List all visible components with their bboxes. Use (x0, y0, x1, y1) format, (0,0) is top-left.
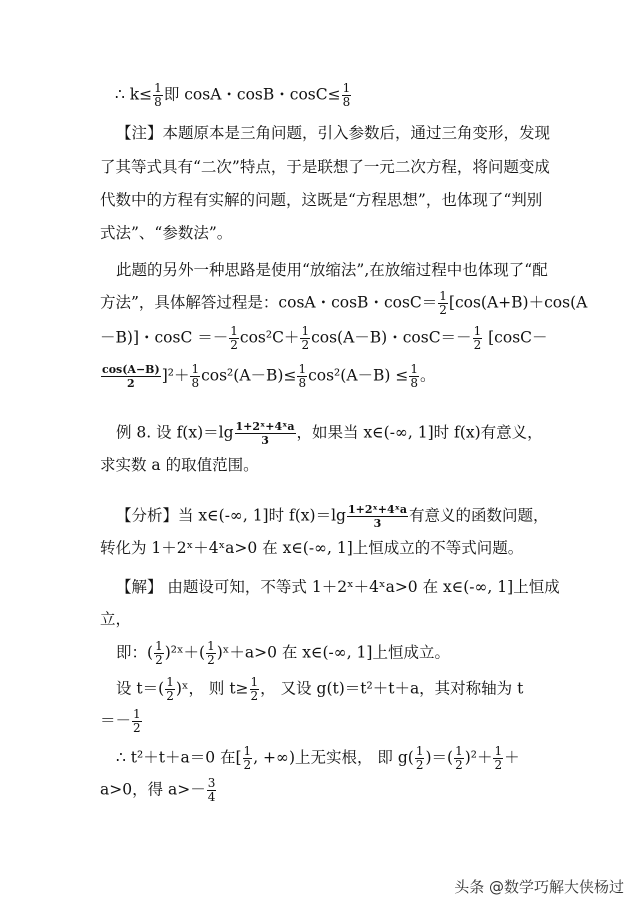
text: 。 (420, 366, 436, 385)
analysis-line-1 (116, 503, 549, 530)
numerator: 1 (415, 744, 424, 758)
numerator: 1 (439, 289, 447, 303)
denominator: 2 (250, 689, 259, 703)
fraction-1-2 (473, 325, 483, 352)
conclusion-line (115, 82, 536, 109)
fraction-1-2 (454, 745, 464, 772)
text: )ˣ＋a>0 在 x∈(-∞, 1]上恒成立。 (216, 643, 450, 662)
fraction-1-8 (190, 363, 200, 390)
text: 方法”，具体解答过程是：cosA・cosB・cosC＝ (100, 293, 438, 312)
text: 例 8. 设 f(x)＝lg (116, 423, 234, 442)
numerator: 1 (191, 362, 200, 376)
numerator: 1+2ˣ+4ˣa (235, 420, 295, 433)
watermark: 头条 @数学巧解大侠杨过 (454, 878, 624, 896)
text: cos(A－B)・cosC＝－ (311, 328, 472, 347)
text: ，如果当 x∈(-∞, 1]时 f(x)有意义， (296, 423, 543, 442)
fraction-1-8 (342, 82, 352, 109)
fraction-1-2 (132, 708, 142, 735)
denominator: 8 (154, 95, 162, 109)
fraction-1-2 (438, 290, 448, 317)
numerator: 1 (243, 744, 252, 758)
fraction-example (347, 503, 408, 530)
text: [cos(A+B)＋cos(A (448, 293, 588, 312)
denominator: 2 (207, 653, 215, 667)
denominator: 2 (473, 338, 482, 352)
numerator: 1 (250, 675, 259, 689)
fraction-1-8 (409, 363, 419, 390)
denominator: 8 (191, 376, 200, 390)
fraction-1-2 (229, 325, 239, 352)
text: ∴ t²＋t＋a＝0 在[ (116, 748, 242, 767)
fraction-1-8 (297, 363, 307, 390)
solution-line-1: 【解】 由题设可知，不等式 1＋2ˣ＋4ˣa>0 在 x∈(-∞, 1]上恒成 (116, 578, 560, 596)
text: )²ˣ＋( (164, 643, 206, 662)
fraction-3-4 (207, 777, 217, 804)
denominator: 3 (261, 434, 269, 447)
numerator: 1 (230, 324, 238, 338)
denominator: 2 (155, 653, 163, 667)
denominator: 2 (455, 758, 463, 772)
numerator: 1+2ˣ+4ˣa (347, 503, 407, 516)
numerator: 1 (207, 639, 215, 653)
solution-line-7 (100, 777, 536, 804)
numerator: 1 (166, 675, 174, 689)
alt-line-4 (100, 363, 536, 390)
text: )²＋ (464, 748, 493, 767)
text: [cosC－ (483, 328, 548, 347)
fraction-1-2 (165, 676, 175, 703)
text: ＋ (504, 748, 520, 767)
solution-line-5 (100, 708, 536, 735)
example-8-line-2: 求实数 a 的取值范围。 (100, 456, 259, 474)
text: 设 t＝( (116, 679, 165, 698)
text: cos²(A－B) ≤ (308, 366, 409, 385)
text: cos²C＋ (239, 328, 300, 347)
text: ， 又设 g(t)＝t²＋t＋a，其对称轴为 t (260, 679, 524, 698)
denominator: 2 (166, 689, 174, 703)
denominator: 2 (230, 338, 238, 352)
alt-line-3 (100, 324, 548, 352)
solution-line-4 (116, 676, 536, 703)
fraction-1-8 (153, 82, 163, 109)
denominator: 3 (373, 517, 382, 530)
fraction-example (235, 420, 296, 447)
text: －B)]・cosC ＝－ (100, 328, 229, 347)
numerator: 1 (133, 707, 141, 721)
example-8-line-1 (116, 420, 543, 447)
denominator: 8 (342, 95, 351, 109)
alt-line-1: 此题的另外一种思路是使用“放缩法”,在放缩过程中也体现了“配 (116, 261, 548, 279)
denominator: 2 (494, 758, 503, 772)
fraction-1-2 (415, 745, 425, 772)
solution-line-6 (116, 745, 536, 772)
numerator: 3 (207, 776, 216, 790)
solution-line-3 (116, 640, 536, 667)
numerator: 1 (410, 362, 419, 376)
denominator: 2 (301, 338, 310, 352)
denominator: 8 (410, 376, 419, 390)
denominator: 2 (243, 758, 252, 772)
denominator: 2 (127, 377, 135, 390)
fraction-1-2 (300, 325, 310, 352)
denominator: 2 (133, 721, 141, 735)
numerator: 1 (494, 744, 503, 758)
text: cos²(A－B)≤ (201, 366, 297, 385)
numerator: cos(A−B) (102, 363, 160, 376)
fraction-cos-a-b-2 (101, 363, 161, 390)
text: )＝( (425, 748, 454, 767)
denominator: 2 (415, 758, 424, 772)
analysis-line-2: 转化为 1＋2ˣ＋4ˣa>0 在 x∈(-∞, 1]上恒成立的不等式问题。 (100, 539, 524, 557)
text: ∴ k≤ (115, 85, 153, 104)
fraction-1-2 (250, 676, 260, 703)
numerator: 1 (473, 324, 482, 338)
text: ]²＋ (161, 366, 190, 385)
numerator: 1 (298, 362, 307, 376)
note-line-4: 式法”、“参数法”。 (100, 224, 233, 242)
denominator: 8 (298, 376, 307, 390)
note-line-3: 代数中的方程有实解的问题，这既是“方程思想”，也体现了“判别 (100, 191, 543, 209)
solution-line-2: 立， (100, 610, 132, 628)
numerator: 1 (455, 744, 463, 758)
text: 即：( (116, 643, 154, 662)
text: a>0，得 a>－ (100, 780, 206, 799)
text: )ˣ， 则 t≥ (175, 679, 249, 698)
fraction-1-2 (154, 640, 164, 667)
fraction-1-2 (206, 640, 216, 667)
text: 【分析】当 x∈(-∞, 1]时 f(x)＝lg (116, 506, 346, 525)
fraction-1-2 (493, 745, 503, 772)
numerator: 1 (155, 639, 163, 653)
note-line-2: 了其等式具有“二次”特点，于是联想了一元二次方程，将问题变成 (100, 158, 550, 176)
numerator: 1 (154, 81, 162, 95)
fraction-1-2 (243, 745, 253, 772)
text: ＝－ (100, 711, 132, 730)
denominator: 4 (207, 790, 216, 804)
numerator: 1 (342, 81, 351, 95)
text: , +∞)上无实根， 即 g( (253, 748, 414, 767)
denominator: 2 (439, 303, 447, 317)
numerator: 1 (301, 324, 310, 338)
alt-line-2 (100, 289, 588, 317)
note-line-1: 【注】本题原本是三角问题，引入参数后，通过三角变形，发现 (116, 124, 551, 142)
text: 即 cosA・cosB・cosC≤ (163, 85, 341, 104)
text: 有意义的函数问题， (408, 506, 549, 525)
